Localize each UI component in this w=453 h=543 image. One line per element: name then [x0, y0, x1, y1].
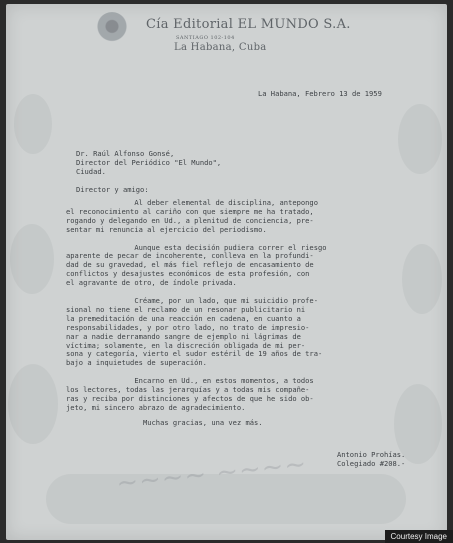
globe-logo-icon [96, 12, 128, 44]
image-credit: Courtesy Image [385, 530, 453, 543]
watermark-right-1 [398, 104, 442, 174]
signature-block: Antonio Prohías. Colegiado #208.- [337, 450, 406, 468]
letter-paper [6, 4, 447, 540]
salutation: Director y amigo: [76, 185, 149, 194]
watermark-left-2 [10, 224, 54, 294]
letterhead [6, 4, 447, 64]
watermark-right-2 [402, 244, 442, 314]
addressee-block: Dr. Raúl Alfonso Gonsé, Director del Periódico "El Mundo", Ciudad. [76, 149, 222, 176]
handwritten-signature-mark: ~~~~ ~~~~ [114, 449, 309, 499]
date-line: La Habana, Febrero 13 de 1959 [258, 89, 382, 98]
watermark-left-3 [8, 364, 58, 444]
closing-line: Muchas gracias, una vez más. [143, 418, 263, 427]
watermark-left-1 [14, 94, 52, 154]
letter-body: Al deber elemental de disciplina, antepongo el reconocimiento al cariño con que siempre me ha tratado, rogando y delegando en Ud., a plenitud de conciencia, pre- sentar mi renuncia al ejercicio del periodismo. Aunque esta decisión pudiera correr el riesgo aparente de pecar de incoherente, conlleva en la profundi- dad de su gravedad, el más fiel reflejo de encasamiento de conflictos y desajustes económicos de esta profesión, con el agravante de otro, de índole privada. Créame, por un lado, que mi suicidio profe- sional no tiene el reclamo de un resonar publicitario ni la premeditación de una reacción en cadena, en cuanto a responsabilidades, y por otro lado, no trato de impresio- nar a nadie derramando sangre de ejemplo ni lágrimas de víctima; solamente, en la discreción obligada de mi per- sona y categoría, vierto el sudor estéril de 19 años de tra- bajo a inquietudes de superación. Encarno en Ud., en estos momentos, a todos los lectores, todas las jerarquías y a todas mis compañe- ras y reciba por distinciones y afectos de que he sido ob- jeto, mi sincero abrazo de agradecimiento. [66, 198, 327, 412]
letterhead-city: La Habana, Cuba [174, 42, 267, 53]
letterhead-company: Cía Editorial EL MUNDO S.A. [146, 17, 351, 32]
letterhead-small-text: SANTIAGO 102-104 [176, 35, 235, 41]
